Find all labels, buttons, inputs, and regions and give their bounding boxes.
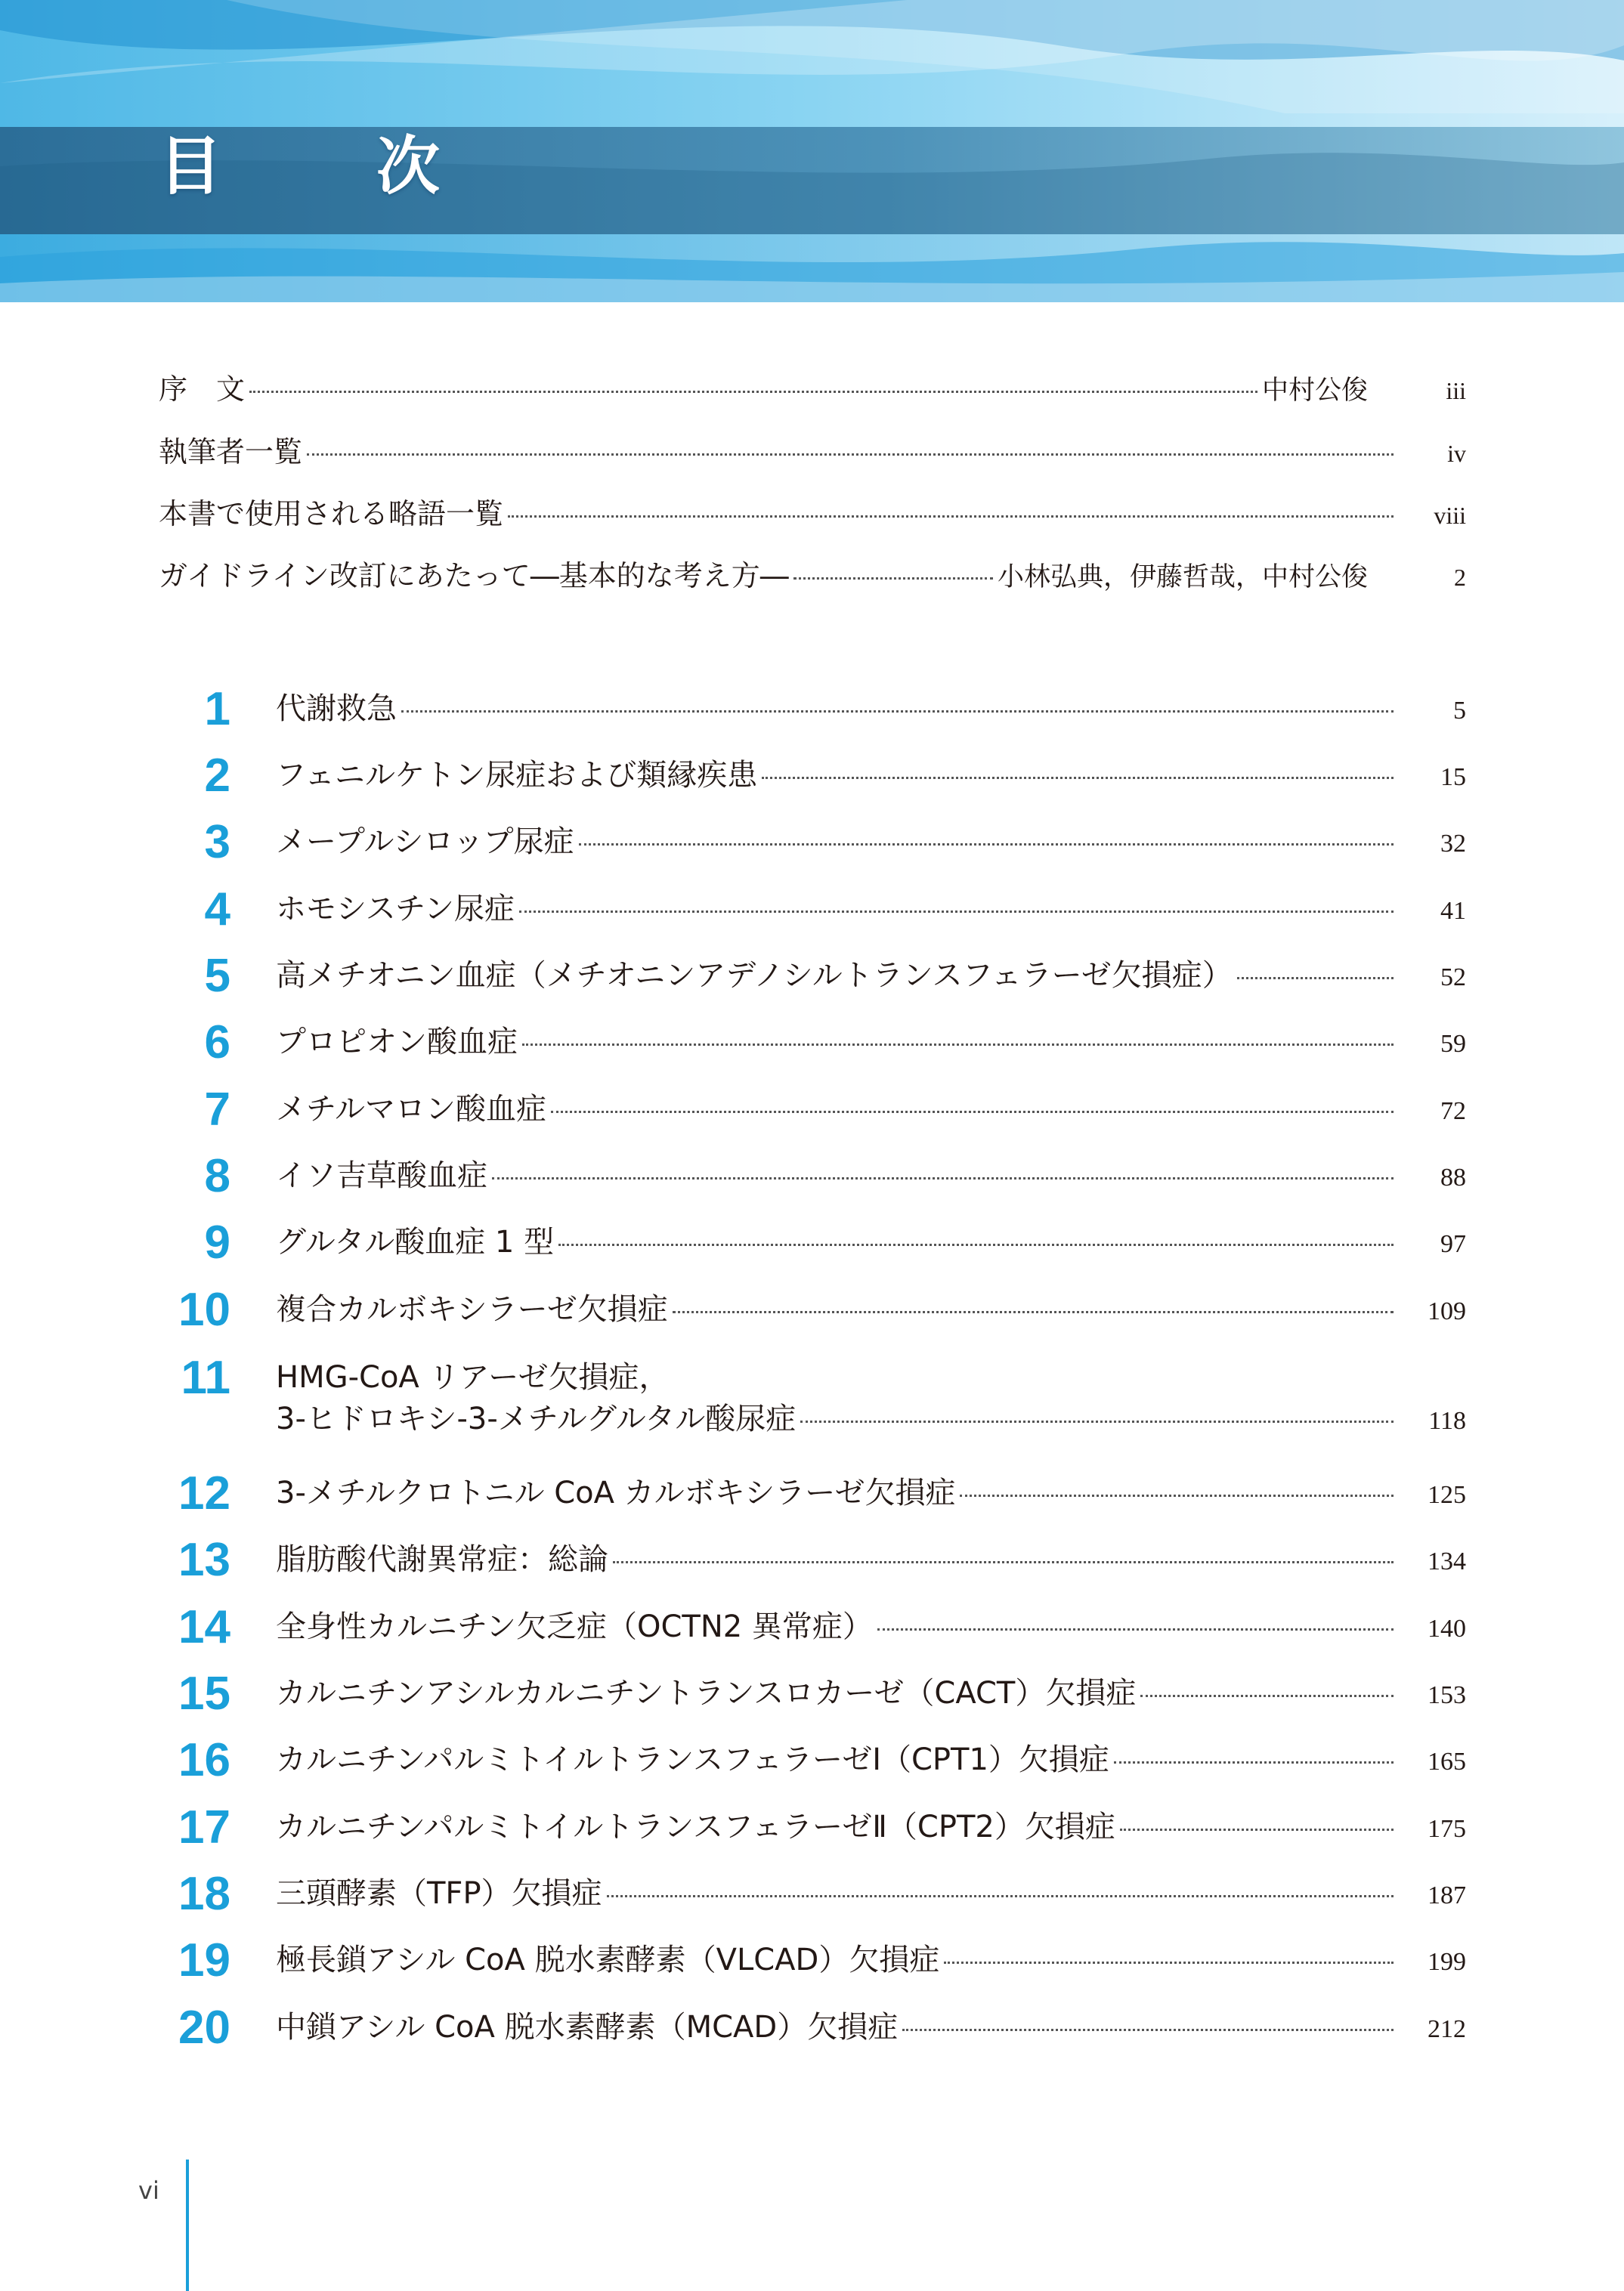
chapter-title: 三頭酵素（TFP）欠損症 (276, 1876, 602, 1911)
chapter-number: 18 (178, 1868, 230, 1920)
leader-dots (1120, 1829, 1394, 1831)
toc-chapter-6[interactable] (276, 1027, 1466, 1057)
toc-entry-author: 中村公俊 (1261, 376, 1368, 406)
toc-entry-page: viii (1434, 502, 1466, 529)
toc-entry-author: 小林弘典，伊藤哲哉，中村公俊 (997, 562, 1368, 592)
chapter-number: 19 (178, 1934, 230, 1986)
chapter-number: 7 (204, 1084, 230, 1136)
leader-dots (762, 777, 1394, 779)
leader-dots (401, 710, 1394, 713)
toc-entry-guideline-revision[interactable] (159, 561, 1466, 591)
chapter-number: 4 (204, 883, 230, 935)
chapter-page: 15 (1440, 763, 1466, 791)
leader-dots (673, 1311, 1394, 1313)
toc-entry-contributors[interactable] (159, 437, 1466, 466)
chapter-title: イソ吉草酸血症 (276, 1158, 487, 1193)
toc-chapter-15[interactable] (276, 1676, 1466, 1711)
toc-chapter-13[interactable] (276, 1544, 1466, 1575)
leader-dots (551, 1111, 1394, 1113)
chapter-title: カルニチンパルミトイルトランスフェラーゼⅡ（CPT2）欠損症 (276, 1810, 1115, 1844)
leader-dots (944, 1962, 1394, 1964)
chapter-page: 88 (1440, 1164, 1466, 1192)
toc-chapter-20[interactable] (276, 2010, 1466, 2045)
leader-dots (800, 1421, 1394, 1423)
toc-entry-page: iv (1447, 440, 1466, 467)
leader-dots (522, 1043, 1394, 1046)
toc-chapter-18[interactable] (276, 1878, 1466, 1909)
chapter-number: 9 (204, 1217, 230, 1269)
toc-entry-title: 執筆者一覧 (159, 435, 303, 468)
toc-chapter-11[interactable] (276, 1404, 1466, 1434)
chapter-page: 153 (1428, 1681, 1466, 1709)
chapter-page: 125 (1428, 1481, 1466, 1509)
chapter-title: 脂肪酸代謝異常症：総論 (276, 1542, 608, 1577)
toc-chapter-16[interactable] (276, 1742, 1466, 1777)
leader-dots (1237, 977, 1394, 979)
chapter-number: 2 (204, 750, 230, 802)
chapter-page: 109 (1428, 1297, 1466, 1325)
leader-dots (613, 1561, 1394, 1563)
chapter-page: 32 (1440, 830, 1466, 858)
toc-chapter-4[interactable] (276, 894, 1466, 924)
chapter-number: 8 (204, 1150, 230, 1202)
chapter-number: 6 (204, 1016, 230, 1068)
chapter-page: 59 (1440, 1030, 1466, 1058)
toc-chapter-12[interactable] (276, 1478, 1466, 1508)
leader-dots (307, 453, 1394, 456)
chapter-number: 11 (181, 1352, 230, 1404)
chapter-number: 3 (204, 816, 230, 868)
chapter-number: 10 (178, 1284, 230, 1336)
leader-dots (508, 515, 1394, 518)
chapter-number: 15 (178, 1668, 230, 1720)
leader-dots (607, 1895, 1394, 1897)
chapter-number: 12 (178, 1467, 230, 1520)
chapter-page: 134 (1428, 1547, 1466, 1575)
chapter-title: メープルシロップ尿症 (276, 824, 574, 859)
chapter-page: 5 (1453, 697, 1466, 725)
chapter-page: 52 (1440, 963, 1466, 991)
chapter-number: 1 (204, 683, 230, 735)
chapter-number: 13 (178, 1534, 230, 1586)
page-title: 目 次 (159, 129, 486, 203)
chapter-number: 20 (178, 2002, 230, 2054)
page-folio: vi (138, 2176, 159, 2205)
toc-chapter-8[interactable] (276, 1158, 1466, 1193)
chapter-number: 17 (178, 1801, 230, 1854)
toc-chapter-9[interactable] (276, 1225, 1466, 1260)
chapter-number: 14 (178, 1601, 230, 1653)
footer-rule (186, 2160, 189, 2291)
toc-chapter-10[interactable] (276, 1294, 1466, 1325)
chapter-number: 16 (178, 1734, 230, 1786)
chapter-title: カルニチンアシルカルニチントランスロカーゼ（CACT）欠損症 (276, 1676, 1137, 1711)
chapter-page: 72 (1440, 1097, 1466, 1125)
toc-chapter-2[interactable] (276, 758, 1466, 793)
toc-chapter-1[interactable] (276, 691, 1466, 726)
chapter-title-line1: HMG-CoA リアーゼ欠損症， (276, 1360, 670, 1395)
chapter-page: 199 (1428, 1948, 1466, 1976)
toc-chapter-3[interactable] (276, 824, 1466, 859)
chapter-title: 3-ヒドロキシ-3-メチルグルタル酸尿症 (276, 1402, 797, 1436)
toc-chapter-14[interactable] (276, 1609, 1466, 1644)
chapter-title: グルタル酸血症 1 型 (276, 1225, 555, 1260)
chapter-title: 3-メチルクロトニル CoA カルボキシラーゼ欠損症 (276, 1476, 956, 1510)
leader-dots (877, 1628, 1394, 1631)
leader-dots (249, 391, 1257, 393)
leader-dots (519, 911, 1394, 913)
toc-entry-page: iii (1446, 377, 1466, 404)
chapter-number: 5 (204, 950, 230, 1002)
chapter-page: 165 (1428, 1748, 1466, 1776)
leader-dots (1140, 1695, 1394, 1697)
toc-chapter-5[interactable] (276, 960, 1466, 991)
chapter-page: 212 (1428, 2015, 1466, 2043)
chapter-page: 97 (1440, 1230, 1466, 1258)
chapter-title: 極長鎖アシル CoA 脱水素酵素（VLCAD）欠損症 (276, 1943, 940, 1977)
toc-entry-preface[interactable] (159, 375, 1466, 404)
chapter-title: 代謝救急 (276, 691, 397, 726)
chapter-title: ホモシスチン尿症 (276, 892, 515, 926)
toc-entry-abbreviations[interactable] (159, 499, 1466, 528)
chapter-title: フェニルケトン尿症および類縁疾患 (276, 758, 758, 793)
toc-chapter-19[interactable] (276, 1945, 1466, 1975)
chapter-title: 複合カルボキシラーゼ欠損症 (276, 1292, 668, 1327)
chapter-title: 中鎖アシル CoA 脱水素酵素（MCAD）欠損症 (276, 2010, 899, 2045)
chapter-title: メチルマロン酸血症 (276, 1092, 546, 1127)
toc-entry-title: ガイドライン改訂にあたって―基本的な考え方― (159, 559, 789, 592)
chapter-page: 140 (1428, 1615, 1466, 1643)
leader-dots (1114, 1761, 1394, 1764)
leader-dots (960, 1495, 1394, 1497)
toc-chapter-17[interactable] (276, 1812, 1466, 1842)
toc-entry-title: 序 文 (159, 373, 246, 406)
leader-dots (902, 2029, 1394, 2031)
toc-entry-title: 本書で使用される略語一覧 (159, 497, 504, 530)
leader-dots (558, 1244, 1394, 1246)
chapter-title: 高メチオニン血症（メチオニンアデノシルトランスフェラーゼ欠損症） (276, 958, 1233, 993)
leader-dots (793, 577, 993, 580)
chapter-title: カルニチンパルミトイルトランスフェラーゼⅠ（CPT1）欠損症 (276, 1742, 1109, 1777)
toc-entry-page: 2 (1454, 564, 1466, 591)
leader-dots (492, 1177, 1394, 1180)
chapter-title: 全身性カルニチン欠乏症（OCTN2 異常症） (276, 1609, 873, 1644)
chapter-page: 118 (1428, 1407, 1466, 1435)
toc-chapter-7[interactable] (276, 1092, 1466, 1127)
chapter-page: 187 (1428, 1881, 1466, 1909)
chapter-page: 41 (1440, 897, 1466, 925)
chapter-page: 175 (1428, 1815, 1466, 1843)
leader-dots (579, 843, 1394, 846)
chapter-title: プロピオン酸血症 (276, 1025, 518, 1059)
